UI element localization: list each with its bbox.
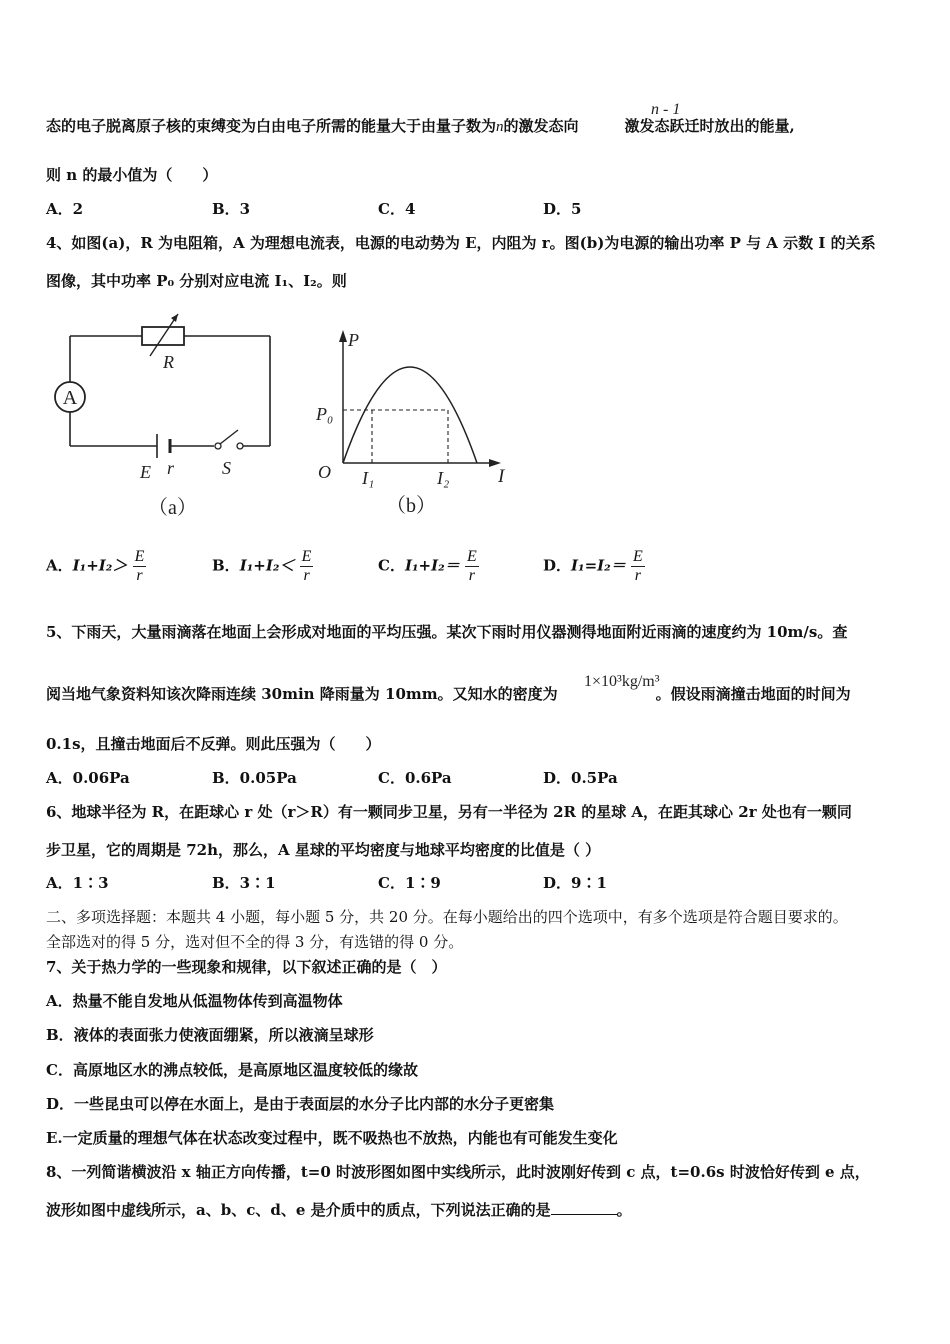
- q6-option-b[interactable]: B．3∶1: [212, 874, 276, 892]
- q6-option-c[interactable]: C．1∶9: [378, 874, 441, 892]
- q8-line2: 波形如图中虚线所示，a、b、c、d、e 是介质中的质点，下列说法正确的是 。: [46, 1201, 632, 1219]
- q3-option-d[interactable]: D．5: [543, 200, 582, 218]
- label-I: I: [498, 466, 505, 487]
- q5-line2: 阅当地气象资料知该次降雨连续 30min 降雨量为 10mm。又知水的密度为 。假设雨滴撞击地面的时间为: [46, 685, 851, 703]
- q7-option-d[interactable]: D．一些昆虫可以停在水面上，是由于表面层的水分子比内部的水分子更密集: [46, 1095, 555, 1113]
- q6-option-d[interactable]: D．9∶1: [543, 874, 607, 892]
- q3-line1-pre: 态的电子脱离原子核的束缚变为白由电子所需的能量大于由量子数为: [46, 117, 497, 135]
- label-S: S: [222, 458, 231, 478]
- q6-line2: 步卫星，它的周期是 72h，那么，A 星球的平均密度与地球平均密度的比值是（ ）: [46, 841, 601, 859]
- q4-option-c[interactable]: C．I₁+I₂＝ $\frac{E}{r}$: [378, 548, 477, 584]
- y-axis-arrow: [339, 330, 347, 342]
- fraction-e-over-r: $\frac{E}{r}$: [301, 548, 312, 584]
- fraction-e-over-r: $\frac{E}{r}$: [134, 548, 145, 584]
- power-current-graph-b: [308, 322, 523, 522]
- caption-b: （b）: [386, 495, 436, 517]
- q3-var-n: n: [496, 119, 504, 135]
- power-curve: [343, 367, 477, 463]
- q4-line1: 4、如图(a)，R 为电阻箱，A 为理想电流表，电源的电动势为 E，内阻为 r。图(b)为电源的输出功率 P 与 A 示数 I 的关系: [46, 234, 876, 252]
- q4-option-d[interactable]: D．I₁=I₂＝ $\frac{E}{r}$: [543, 548, 643, 584]
- q5-option-a[interactable]: A．0.06Pa: [46, 769, 130, 787]
- q3-option-c[interactable]: C．4: [378, 200, 416, 218]
- q5-option-b[interactable]: B．0.05Pa: [212, 769, 297, 787]
- q5-line3: 0.1s，且撞击地面后不反弹。则此压强为（ ）: [46, 735, 381, 753]
- section2-heading-line2: 全部选对的得 5 分，选对但不全的得 3 分，有选错的得 0 分。: [46, 933, 464, 951]
- label-P0: P₀: [316, 404, 334, 424]
- caption-a: （a）: [148, 497, 197, 519]
- q7-option-c[interactable]: C．高原地区水的沸点较低，是高原地区温度较低的缘故: [46, 1061, 418, 1079]
- fraction-e-over-r: $\frac{E}{r}$: [633, 548, 643, 584]
- circuit-diagram-a: [50, 298, 280, 528]
- q5-line1: 5、下雨天，大量雨滴落在地面上会形成对地面的平均压强。某次下雨时用仪器测得地面附近雨滴的速度约为 10m/s。查: [46, 623, 848, 641]
- q7-option-a[interactable]: A．热量不能自发地从低温物体传到高温物体: [46, 992, 343, 1010]
- q4-line2: 图像，其中功率 P₀ 分别对应电流 I₁、I₂。则: [46, 272, 347, 290]
- q3-line1: [46, 116, 795, 137]
- q3-line1-mid: 的激发态向: [503, 117, 579, 135]
- q3-formula-n-minus-1: n - 1: [651, 101, 681, 118]
- label-R: R: [163, 352, 174, 372]
- q5-density-formula: 1×10³kg/m³: [584, 673, 660, 690]
- fraction-e-over-r: $\frac{E}{r}$: [466, 548, 477, 584]
- q7-option-e[interactable]: E.一定质量的理想气体在状态改变过程中，既不吸热也不放热，内能也有可能发生变化: [46, 1129, 618, 1147]
- q4-option-b[interactable]: B．I₁+I₂＜ $\frac{E}{r}$: [212, 548, 312, 584]
- q6-line1: 6、地球半径为 R，在距球心 r 处（r＞R）有一颗同步卫星，另有一半径为 2R 的星球 A，在距其球心 2r 处也有一颗同: [46, 803, 852, 821]
- q6-option-a[interactable]: A．1∶3: [46, 874, 109, 892]
- answer-blank[interactable]: [551, 1200, 617, 1215]
- q4-option-a[interactable]: A．I₁+I₂＞ $\frac{E}{r}$: [46, 548, 145, 584]
- label-I2: I₂: [437, 468, 450, 488]
- q5-option-c[interactable]: C．0.6Pa: [378, 769, 452, 787]
- q3-option-a[interactable]: A．2: [46, 200, 84, 218]
- q3-line2: 则 n 的最小值为（ ）: [46, 166, 218, 184]
- q3-line1-post: 激发态跃迁时放出的能量,: [624, 117, 795, 135]
- ammeter-label: A: [62, 387, 78, 409]
- label-O: O: [318, 462, 331, 482]
- label-E: E: [140, 462, 151, 482]
- section2-heading-line1: 二、多项选择题：本题共 4 小题，每小题 5 分，共 20 分。在每小题给出的四个选项中，有多个选项是符合题目要求的。: [46, 908, 848, 926]
- q3-option-b[interactable]: B．3: [212, 200, 251, 218]
- q7-option-b[interactable]: B．液体的表面张力使液面绷紧，所以液滴呈球形: [46, 1026, 374, 1044]
- label-r: r: [167, 458, 175, 478]
- q5-option-d[interactable]: D．0.5Pa: [543, 769, 618, 787]
- q8-line1: 8、一列简谐横波沿 x 轴正方向传播，t=0 时波形图如图中实线所示，此时波刚好传到 c 点，t=0.6s 时波恰好传到 e 点，: [46, 1163, 870, 1181]
- label-P: P: [348, 330, 359, 350]
- label-I1: I₁: [362, 468, 375, 488]
- q7-stem: 7、关于热力学的一些现象和规律，以下叙述正确的是（ ）: [46, 958, 447, 976]
- switch-lever: [220, 430, 238, 444]
